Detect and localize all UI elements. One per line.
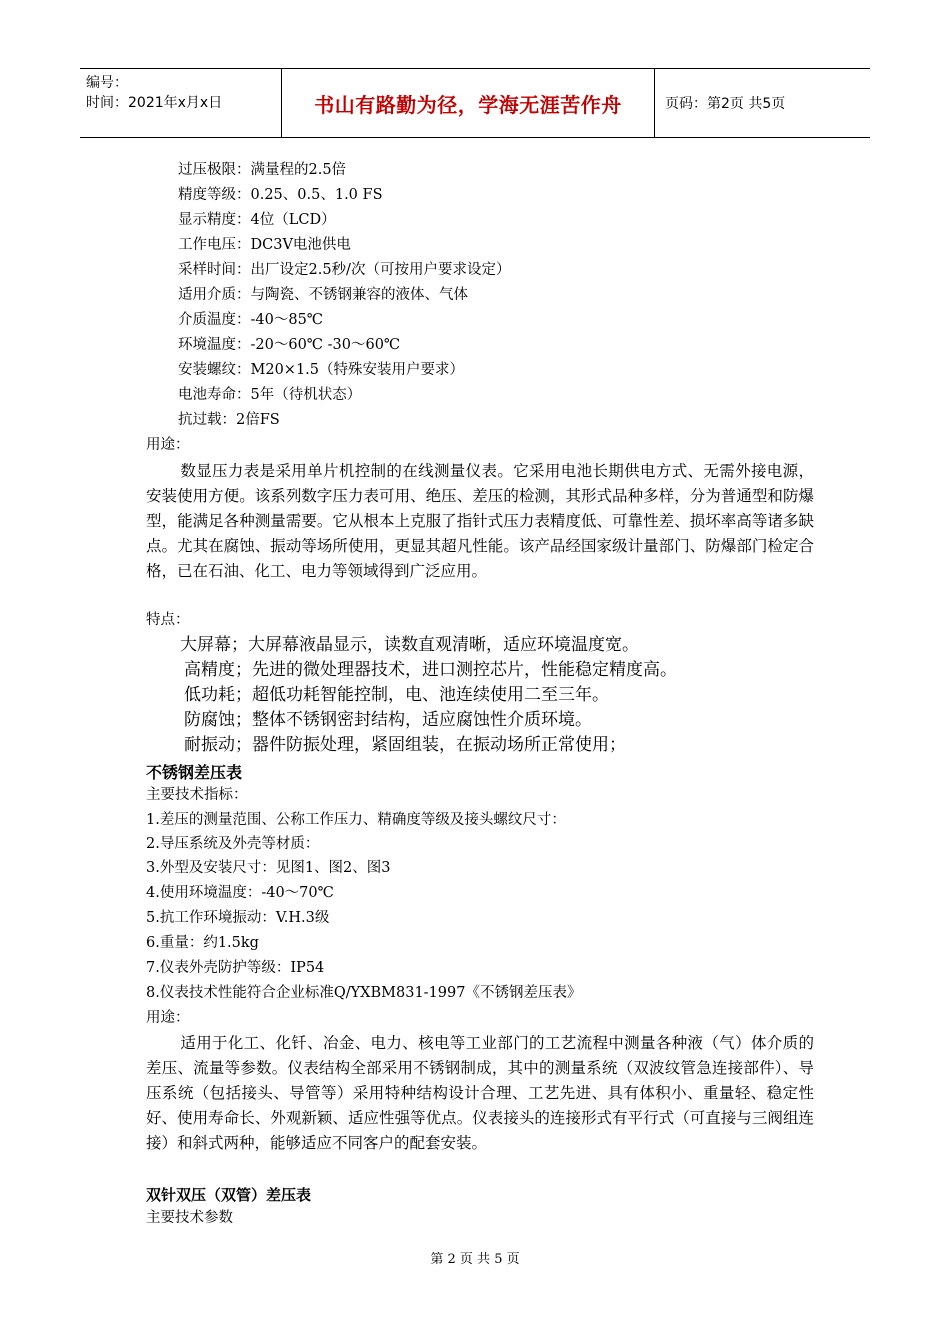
spec-item: 1.差压的测量范围、公称工作压力、精确度等级及接头螺纹尺寸： — [146, 812, 566, 828]
usage-paragraph — [146, 1031, 814, 1156]
page-footer: 第 2 页 共 5 页 — [430, 1252, 520, 1267]
usage-label: 用途： — [146, 437, 190, 453]
spec-line: 安装螺纹：M20×1.5（特殊安装用户要求） — [178, 362, 465, 378]
section-title: 不锈钢差压表 — [146, 763, 243, 782]
spec-item: 7.仪表外壳防护等级：IP54 — [146, 960, 325, 976]
feature-item: 耐振动；器件防振处理，紧固组装，在振动场所正常使用； — [184, 735, 626, 755]
feature-item: 高精度；先进的微处理器技术，进口测控芯片，性能稳定精度高。 — [184, 660, 677, 680]
motto: 书山有路勤为径，学海无涯苦作舟 — [282, 69, 655, 137]
features-label: 特点： — [146, 612, 190, 628]
feature-item: 低功耗；超低功耗智能控制，电、池连续使用二至三年。 — [184, 685, 609, 705]
spec-item: 5.抗工作环境振动：V.H.3级 — [146, 910, 330, 926]
spec-item: 8.仪表技术性能符合企业标准Q/YXBM831-1997《不锈钢差压表》 — [146, 985, 582, 1001]
spec-line: 采样时间：出厂设定2.5秒/次（可按用户要求设定） — [178, 262, 511, 278]
feature-item: 大屏幕；大屏幕液晶显示，读数直观清晰，适应环境温度宽。 — [180, 635, 639, 655]
spec-line: 电池寿命：5年（待机状态） — [178, 387, 362, 403]
usage-paragraph — [146, 459, 814, 584]
header-meta-cell — [80, 69, 282, 137]
usage-text: 适用于化工、化钎、冶金、电力、核电等工业部门的工艺流程中测量各种液（气）体介质的差压、流量等参数。仪表结构全部采用不锈钢制成，其中的测量系统（双波纹管急连接部件）、导压系统（包括接头、导管等）采用特种结构设计合理、工艺先进、具有体积小、重量轻、稳定性好、使用寿命长、外观新颖、适应性强等优点。仪表接头的连接形式有平行式（可直接与三阀组连接）和斜式两种，能够适应不同客户的配套安装。 — [146, 1034, 814, 1152]
spec-item: 4.使用环境温度：-40～70℃ — [146, 885, 334, 901]
time-label: 时间：2021年x月x日 — [86, 95, 223, 111]
usage-text: 数显压力表是采用单片机控制的在线测量仪表。它采用电池长期供电方式、无需外接电源，安装使用方便。该系列数字压力表可用、绝压、差压的检测，其形式品种多样，分为普通型和防爆型，能满足各种测量需要。它从根本上克服了指针式压力表精度低、可靠性差、损坏率高等诸多缺点。尤其在腐蚀、振动等场所使用，更显其超凡性能。该产品经国家级计量部门、防爆部门检定合格，已在石油、化工、电力等领域得到广泛应用。 — [146, 462, 814, 580]
spec-line: 工作电压：DC3V电池供电 — [178, 237, 351, 253]
spec-line: 过压极限：满量程的2.5倍 — [178, 162, 347, 178]
spec-item: 6.重量：约1.5kg — [146, 935, 259, 951]
spec-line: 适用介质：与陶瓷、不锈钢兼容的液体、气体 — [178, 287, 468, 303]
spec-line: 抗过载：2倍FS — [178, 412, 280, 428]
number-label: 编号： — [86, 75, 128, 91]
section-subtitle: 主要技术参数 — [146, 1210, 233, 1226]
feature-item: 防腐蚀；整体不锈钢密封结构，适应腐蚀性介质环境。 — [184, 710, 592, 730]
page-info: 页码：第2页 共5页 — [665, 96, 786, 112]
usage-label: 用途： — [146, 1010, 190, 1026]
spec-line: 显示精度：4位（LCD） — [178, 212, 336, 228]
spec-item: 3.外型及安装尺寸：见图1、图2、图3 — [146, 860, 391, 876]
spec-line: 介质温度：-40～85℃ — [178, 312, 324, 328]
section-subtitle: 主要技术指标： — [146, 787, 248, 803]
spec-line: 环境温度：-20～60℃ -30～60℃ — [178, 337, 401, 353]
section-title: 双针双压（双管）差压表 — [146, 1186, 312, 1204]
spec-item: 2.导压系统及外壳等材质： — [146, 836, 320, 852]
spec-line: 精度等级：0.25、0.5、1.0 FS — [178, 187, 383, 203]
header-table — [80, 68, 870, 138]
